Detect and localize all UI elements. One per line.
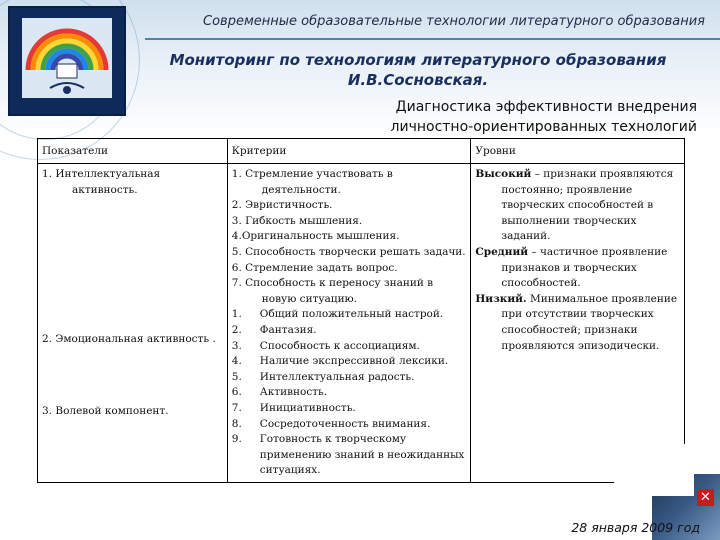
column-header: Уровни — [471, 139, 685, 164]
rainbow-logo-icon — [10, 8, 124, 114]
indicators-cell — [38, 164, 228, 483]
criterion-item: 3. Способность к ассоциациям. — [231, 339, 420, 352]
rainbow-logo — [8, 6, 126, 116]
table-header-row — [38, 139, 685, 164]
criterion-item: 7. Инициативность. — [231, 401, 356, 414]
level-item: Средний – частичное проявление признаков и творческих способностей. — [475, 245, 668, 290]
monitoring-subtitle — [138, 50, 698, 90]
criterion-item: 8. Сосредоточенность внимания. — [231, 417, 431, 430]
author-name: И.В.Сосновская. — [347, 71, 489, 89]
criterion-item: 1. Стремление участвовать в деятельности. — [231, 168, 393, 196]
criterion-item: 4.Оригинальность мышления. — [231, 230, 400, 243]
criterion-item: 5. Способность творчески решать задачи. — [231, 245, 466, 258]
footer-date: 28 января 2009 год — [571, 520, 700, 535]
level-item: Высокий – признаки проявляются постоянно; проявление творческих способностей в выполнении творческих заданий. — [475, 168, 674, 243]
level-item: Низкий. Минимальное проявление при отсутствии творческих способностей; признаки проявляются эпизодически. — [475, 292, 678, 352]
criterion-item: 6. Активность. — [231, 386, 328, 399]
criterion-item: 3. Гибкость мышления. — [231, 214, 363, 227]
column-header: Критерии — [227, 139, 471, 164]
column-header: Показатели — [38, 139, 228, 164]
indicator-item: 2. Эмоциональная активность . — [42, 333, 216, 346]
footer-white-box — [614, 444, 694, 496]
criterion-item: 1. Общий положительный настрой. — [231, 308, 444, 321]
criterion-item: 7. Способность к переносу знаний в новую ситуацию. — [231, 277, 434, 305]
criterion-item: 9. Готовность к творческому применению знаний в неожиданных ситуациях. — [231, 433, 465, 477]
levels-cell — [471, 164, 685, 483]
monitoring-table — [37, 138, 685, 483]
diagnostics-heading — [300, 97, 697, 137]
subtitle-line: Мониторинг по технологиям литературного образования — [169, 51, 667, 69]
criteria-cell — [227, 164, 471, 483]
criterion-item: 4. Наличие экспрессивной лексики. — [231, 355, 449, 368]
criterion-item: 2. Эвристичность. — [231, 199, 333, 212]
diagnostics-line: Диагностика эффективности внедрения — [395, 99, 697, 115]
indicator-item: 1. Интеллектуальная активность. — [42, 168, 161, 196]
indicator-item: 3. Волевой компонент. — [42, 404, 169, 417]
table-row — [38, 164, 685, 483]
close-icon: ✕ — [697, 489, 714, 506]
criterion-item: 5. Интеллектуальная радость. — [231, 370, 415, 383]
diagnostics-line: личностно-ориентированных технологий — [390, 119, 697, 135]
criterion-item: 6. Стремление задать вопрос. — [231, 261, 398, 274]
header-divider — [145, 38, 720, 40]
criterion-item: 2. Фантазия. — [231, 323, 317, 336]
header-title: Современные образовательные технологии литературного образования — [203, 14, 705, 29]
